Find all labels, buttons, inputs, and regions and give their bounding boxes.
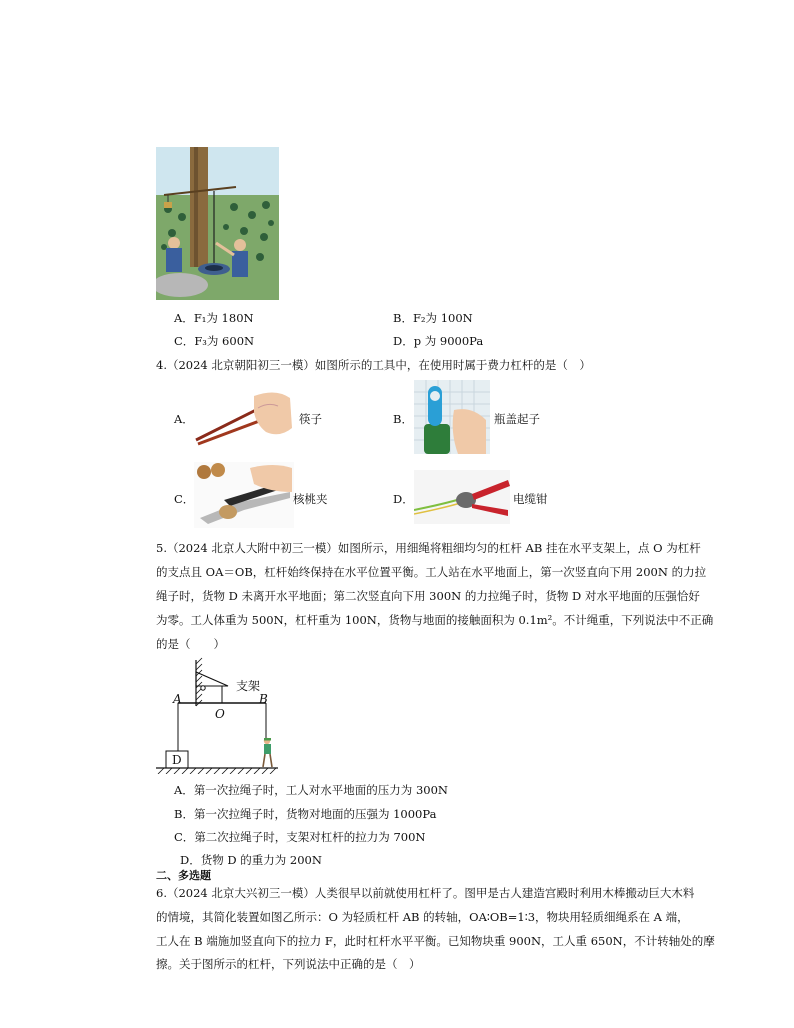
q5-stem-line-2: 的支点且 OA＝OB，杠杆始终保持在水平位置平衡。工人站在水平地面上，第一次竖直向下用 200N 的力拉 [156,565,707,579]
q4-stem: 4.（2024 北京朝阳初三一模）如图所示的工具中，在使用时属于费力杠杆的是（ ） [156,358,591,372]
q5-stem-line-1: 5.（2024 北京人大附中初三一模）如图所示，用细绳将粗细均匀的杠杆 AB 挂在水平支架上，点 O 为杠杆 [156,541,701,555]
cable-cutter-image [414,470,510,524]
q6-stem-line-4: 擦。关于图所示的杠杆，下列说法中正确的是（ ） [156,957,421,971]
nutcracker-image [194,462,294,528]
q4-option-d-letter: D． [393,492,414,506]
q3-option-d: D．p 为 9000Pa [393,334,484,348]
bottle-opener-image [414,380,490,454]
chopsticks-image [194,388,294,446]
q5-option-d: D．货物 D 的重力为 200N [180,853,322,867]
q3-option-a: A．F₁为 180N [174,311,254,325]
q5-stem-line-4: 为零。工人体重为 500N，杠杆重为 100N，货物与地面的接触面积为 0.1m²。不计绳重，下列说法中不正确 [156,613,714,627]
q6-stem-line-3: 工人在 B 端施加竖直向下的拉力 F，此时杠杆水平平衡。已知物块重 900N，工人重 650N，不计转轴处的摩 [156,934,715,948]
q4-option-a-caption: 筷子 [299,412,322,426]
q4-option-c-caption: 核桃夹 [293,492,328,506]
q6-stem-line-1: 6.（2024 北京大兴初三一模）人类很早以前就使用杠杆了。图甲是古人建造宫殿时利用木棒搬动巨大木料 [156,886,695,900]
label-b: B [259,692,268,706]
label-a: A [173,692,182,706]
label-o: O [215,707,225,721]
q5-stem-line-3: 绳子时，货物 D 未离开水平地面；第二次竖直向下用 300N 的力拉绳子时，货物 D 对水平地面的压强恰好 [156,589,700,603]
q4-option-b-caption: 瓶盖起子 [494,412,540,426]
q5-option-c: C．第二次拉绳子时，支架对杠杆的拉力为 700N [174,830,426,844]
label-d: D [172,753,182,767]
ancient-lever-illustration [156,147,279,300]
support-label: 支架 [236,679,261,693]
q5-stem-line-5: 的是（ ） [156,637,225,651]
q3-option-c: C．F₃为 600N [174,334,255,348]
q4-option-b-letter: B． [393,412,413,426]
q4-option-c-letter: C． [174,492,195,506]
q6-stem-line-2: 的情境，其简化装置如图乙所示：O 为轻质杠杆 AB 的转轴，OA∶OB=1∶3，物块用轻质细绳系在 A 端， [156,910,689,924]
q4-option-a-letter: A． [174,412,194,426]
q4-option-d-caption: 电缆钳 [513,492,548,506]
q5-option-a: A．第一次拉绳子时，工人对水平地面的压力为 300N [174,783,448,797]
q5-option-b: B．第一次拉绳子时，货物对地面的压强为 1000Pa [174,807,437,821]
q3-option-b: B．F₂为 100N [393,311,473,325]
section-heading: 二、多选题 [156,869,211,882]
